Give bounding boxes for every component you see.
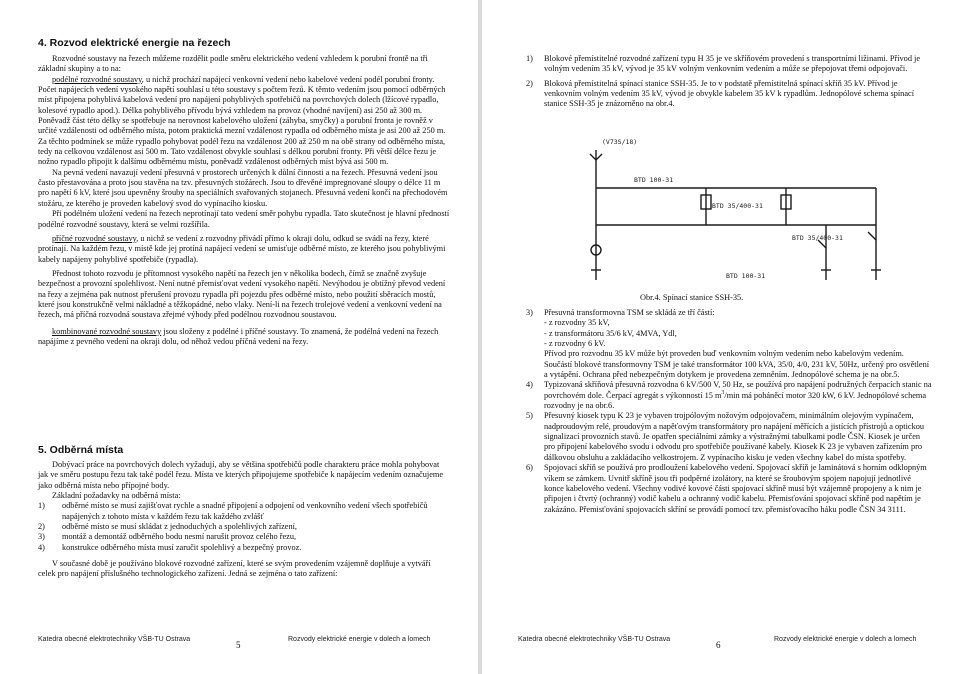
page-number: 5 <box>236 640 241 650</box>
right-top-items <box>518 54 932 110</box>
s5-paragraph-1: Dobývací práce na povrchových dolech vyžadují, aby se většina spotřebičů podle charakteru práce mohla pohybovat jak ve směru postupu řezu tak také podél řezu. Místa ve kterých připojujeme spotřebiče k napájecím vedením označujeme jako odběrná místa nebo přípojné body. <box>38 460 444 490</box>
item-2 <box>518 79 932 110</box>
page-right <box>482 0 960 674</box>
requirement-number: 2) <box>38 522 45 532</box>
label-btd-4: BTD 100-31 <box>726 272 766 280</box>
footer-institution: Katedra obecné elektrotechniky VŠB-TU Ostrava <box>38 636 191 643</box>
s5-paragraph-3: V současné době je používáno blokové rozvodné zařízení, které se svým provedením vzájemně doplňuje a vytváří celek pro napájení příslušného technologického zařízení. Jedná se zejména o tato zařízení: <box>38 559 431 579</box>
paragraph-prednost: Přednost tohoto rozvodu je přítomnost vysokého napětí na řezech jen v několika bodech, čímž se značně zvyšuje bezpečnost a provozní spolehlivost. Není nutné přemisťovat vedení vysokého napětí. Nevýhodou je obtížný převod vedení na řezy a zejména pak nutnost přerušení provozu rypadla při pojezdu přes odběrné místo, nebo použití sběracích mostů, které jsou konstrukčně velmi nákladné a těžkopádné, nebo vlaky. Není-li na řezech trolejové vedení a venkovní vedení na řezech, má příčná rozvodná soustava zřejmé výhody před podélnou rozvodnou soustavou. <box>38 268 446 320</box>
paragraph-pricne-text: , u nichž se vedení z rozvodny přivádí přímo k okraji dolu, odkud se svádí na řezy, které protínají. Na každém řezu, v místě kde jej protíná napájecí vedení se umisťuje odběrné místo, ze kterého jsou pohyblivými kabely napájeny pohyblivé spotřebiče (rypadla). <box>38 233 446 264</box>
item-4 <box>518 380 932 411</box>
paragraph-presuvna: Na pevná vedení navazují vedení přesuvná v prostorech určených k důlní činnosti a na řezech. Přesuvná vedení jsou často přestavována a proto jsou stavěna na tzv. přesuvných stožárech. Jsou to dřevěné impregnované sloupy o délce 11 m pro napětí 6 kV, které jsou upevněny šrouby na speciálních svařovaných stojanech. Přesuvná vedení končí na přechodovém stožáru, ze kterého je proveden kabelový svod do vypínacího kiosku. <box>38 167 448 208</box>
figure-caption: Obr.4. Spínací stanice SSH-35. <box>640 293 744 302</box>
paragraph-kombinovane-text: jsou složeny z podélné i příčné soustavy. To znamená, že podélná vedení na řezech napájíme z pevného vedení na okraji dolu, od něhož vedou příčná vedení na řezy. <box>38 326 439 346</box>
footer-title: Rozvody elektrické energie v dolech a lomech <box>774 636 917 643</box>
item-1 <box>518 54 932 75</box>
paragraph-podelne-text: , u nichž prochází napájecí venkovní vedení nebo kabelové vedení podél porubní fronty. Počet napájecích vedení vysokého napětí souhlasí u této soustavy s počtem řezů. K těmto vedením jsou pomocí odběrných míst připojena pohyblivá kabelová vedení pro napájení pohyblivých spotřebičů na povrchových dolech (lžícové rypadlo, kolesové rypadlo apod.). Délka pohyblivého přívodu bývá vzhledem na provoz (vhodné navíjení) asi 250 až 300 m. Poněvadž část této délky se spotřebuje na nerovnost kabelového uložení (záhyba, smyčky) a porubní fronta je rovněž v určité vzdálenosti od odběrného místa, potom praktická mezní vzdálenost rypadla od odběrného místa je asi 200 až 250 m. Za těchto podmínek se může rypadlo pohybovat podél řezu na vzdálenost 200 až 250 m na obě strany od odběrného místa, tedy na celkovou vzdálenost asi 500 m. Tato vzdálenost obvykle souhlasí s délkou porubní fronty. Při větší délce řezu je nožno rypadlo připojit k dalšímu odběrnému místu, poněvadž vzdálenost odběrných míst bývá asi 500 m. <box>38 74 446 167</box>
item-number: 4) <box>526 380 533 390</box>
requirement-item <box>38 501 450 522</box>
item-number: 1) <box>526 54 533 63</box>
item-3-head: Přesuvná transformovna TSM se skládá ze tří částí: <box>544 308 715 317</box>
paragraph-podelne <box>38 75 450 168</box>
requirement-item <box>38 532 450 542</box>
item-6 <box>518 463 932 515</box>
label-btd-2: BTD 35/400-31 <box>712 202 763 210</box>
item-5-text: Přesuvný kiosek typu K 23 je vybaven trojpólovým nožovým odpojovačem, minimálním olejovým vypínačem, nadproudovým relé, proudovým a napěťovým transformátory pro napájení měřících a jistících přístrojů a optickou signalizací provozních stavů. Je opatřen speciálními zámky a výstražnými tabulkami podle ČSN. Kiosek je určen pro připojení kabelového svodu i odvodu pro spotřebiče používané kabely. Kiosek K 23 je vybaven zařízením pro dálkovou obsluhu a zakládacího velkostrojem. Z vypínacího kisku je veden všechny kabel do místa spotřeby. <box>544 411 925 462</box>
requirement-item <box>38 522 450 532</box>
right-bottom-items <box>518 308 932 515</box>
footer-title: Rozvody elektrické energie v dolech a lomech <box>288 636 431 643</box>
item-3-content <box>544 308 932 380</box>
item-3-sub: - z rozvodny 6 kV. <box>544 339 606 349</box>
term-pricne: příčné rozvodné soustavy <box>52 233 137 243</box>
requirement-item <box>38 543 450 553</box>
section5-text <box>38 460 450 580</box>
item-5 <box>518 411 932 463</box>
item-3 <box>518 308 932 380</box>
footer-institution: Katedra obecné elektrotechniky VŠB-TU Ostrava <box>518 636 671 643</box>
page-number: 6 <box>716 640 721 650</box>
item-number: 6) <box>526 463 533 473</box>
item-text: Blokové přemístitelné rozvodné zařízení typu H 35 je ve skříňovém provedení s transportními ližinami. Přívod je volným vedením 35 kV, vývod je 35 kV volným venkovním vedením a může se přepojovat třemi odpojovači. <box>544 54 921 74</box>
item-4-superscript: 3 <box>721 389 725 396</box>
requirement-number: 1) <box>38 501 45 511</box>
section-title-5: 5. Odběrná místa <box>38 444 124 456</box>
label-cable: (V73S/18) <box>602 138 638 146</box>
requirement-number: 3) <box>38 532 45 542</box>
item-6-text: Spojovací skříň se používá pro prodloužení kabelového vedení. Spojovací skříň je laminátová s horním odklopným víkem se zámkem. Uvnitř skříně jsou tři podpěrné izolátory, na které se šroubovým spojem napojují jednotlivé konce kabelového vedení. Všechny vodivé kovové části spojovací skříně musí být vzájemně propojeny a k nim je připojen i čtvrtý (ochranný) vodič kabelu a ochranný vodič kabelu. Přemisťování spojovací skříně pod napětím je zakázáno. Přemisťování spojovacích skříní se provádí pomocí tzv. přemisťovacího háku podle ČSN 34 3111. <box>544 463 927 514</box>
item-3-sub: - z rozvodny 35 kV, <box>544 318 610 328</box>
left-column-text <box>38 54 450 347</box>
item-4-content <box>544 380 932 411</box>
item-number: 3) <box>526 308 533 317</box>
s5-paragraph-2: Základní požadavky na odběrná místa: <box>52 491 181 501</box>
paragraph-kombinovane <box>38 327 450 348</box>
label-btd-3: BTD 35/400-31 <box>792 234 843 242</box>
item-number: 2) <box>526 78 533 88</box>
item-text: Bloková přemístitelná spínací stanice SSH-35. Je to v podstatě přemístitelná spínací skříň 35 kV. Přívod je venkovním volným vedením 35 kV, vývod je obvykle kabelem 35 kV k rypadlům. Jednopólové schema spínací stanice SSH-35 je znázorněno na obr.4. <box>544 78 914 109</box>
label-btd-1: BTD 100-31 <box>634 176 674 184</box>
requirement-text: konstrukce odběrného místa musí zaručit spolehlivý a bezpečný provoz. <box>62 542 302 552</box>
paragraph-pricne <box>38 234 450 265</box>
page-left <box>0 0 478 674</box>
intro-paragraph: Rozvodné soustavy na řezech můžeme rozdělit podle směru elektrického vedení vzhledem k porubní frontě na tři základní skupiny a to na: <box>38 54 428 74</box>
requirement-text: odběrné místo se musí zajišťovat rychle a snadné připojení a odpojení od venkovního vedení všech spotřebičů napájených z tohoto místa v každém řezu tak každého zvlášť <box>62 501 428 521</box>
item-4-text-b: /min má poháněcí motor 320 kW, 6 kV. Jednopólové schema rozvodny je na obr.6. <box>544 390 927 411</box>
item-number: 5) <box>526 411 533 421</box>
term-kombinovane: kombinované rozvodné soustavy <box>52 326 162 336</box>
ssh35-schematic <box>576 130 906 290</box>
item-3-sub: - z transformátoru 35/6 kV, 4MVA, Ydl, <box>544 328 677 338</box>
requirement-text: montáž a demontáž odběrného bodu nesmí narušit provoz celého řezu, <box>62 532 297 542</box>
requirement-number: 4) <box>38 542 45 552</box>
section-title-4: 4. Rozvod elektrické energie na řezech <box>38 37 231 49</box>
item-3-rest: Přívod pro rozvodnu 35 kV může být proveden buď venkovním volným vedením nebo kabelovým vedením. Součástí blokové transformovny TSM je také transformátor 100 kVA, 35/0, 4/0, 231 kV, 50Hz, určený pro osvětlení a vytápění. Ochrana před nebezpečným dotykem je provedena zemněním. Jednopólové schema je na obr.5. <box>544 349 930 380</box>
term-podelne: podélné rozvodné soustavy <box>52 74 142 84</box>
requirement-text: odběrné místo se musí skládat z jednoduchých a spolehlivých zařízení, <box>62 522 298 532</box>
item-4-text-a: Typizovaná skříňová přesuvná rozvodna 6 kV/500 V, 50 Hz, se používá pro napájení podružných čerpacích stanic na povrchovém dole. Čerpací agregát s výkonností 15 m <box>544 380 932 400</box>
paragraph-podelne-advantage: Při podélném uložení vedení na řezech neprotínají tato vedení směr pohybu rypadla. Tato skutečnost je hlavní předností podélné rozvodné soustavy, která se velmi rozšířila. <box>38 209 450 229</box>
